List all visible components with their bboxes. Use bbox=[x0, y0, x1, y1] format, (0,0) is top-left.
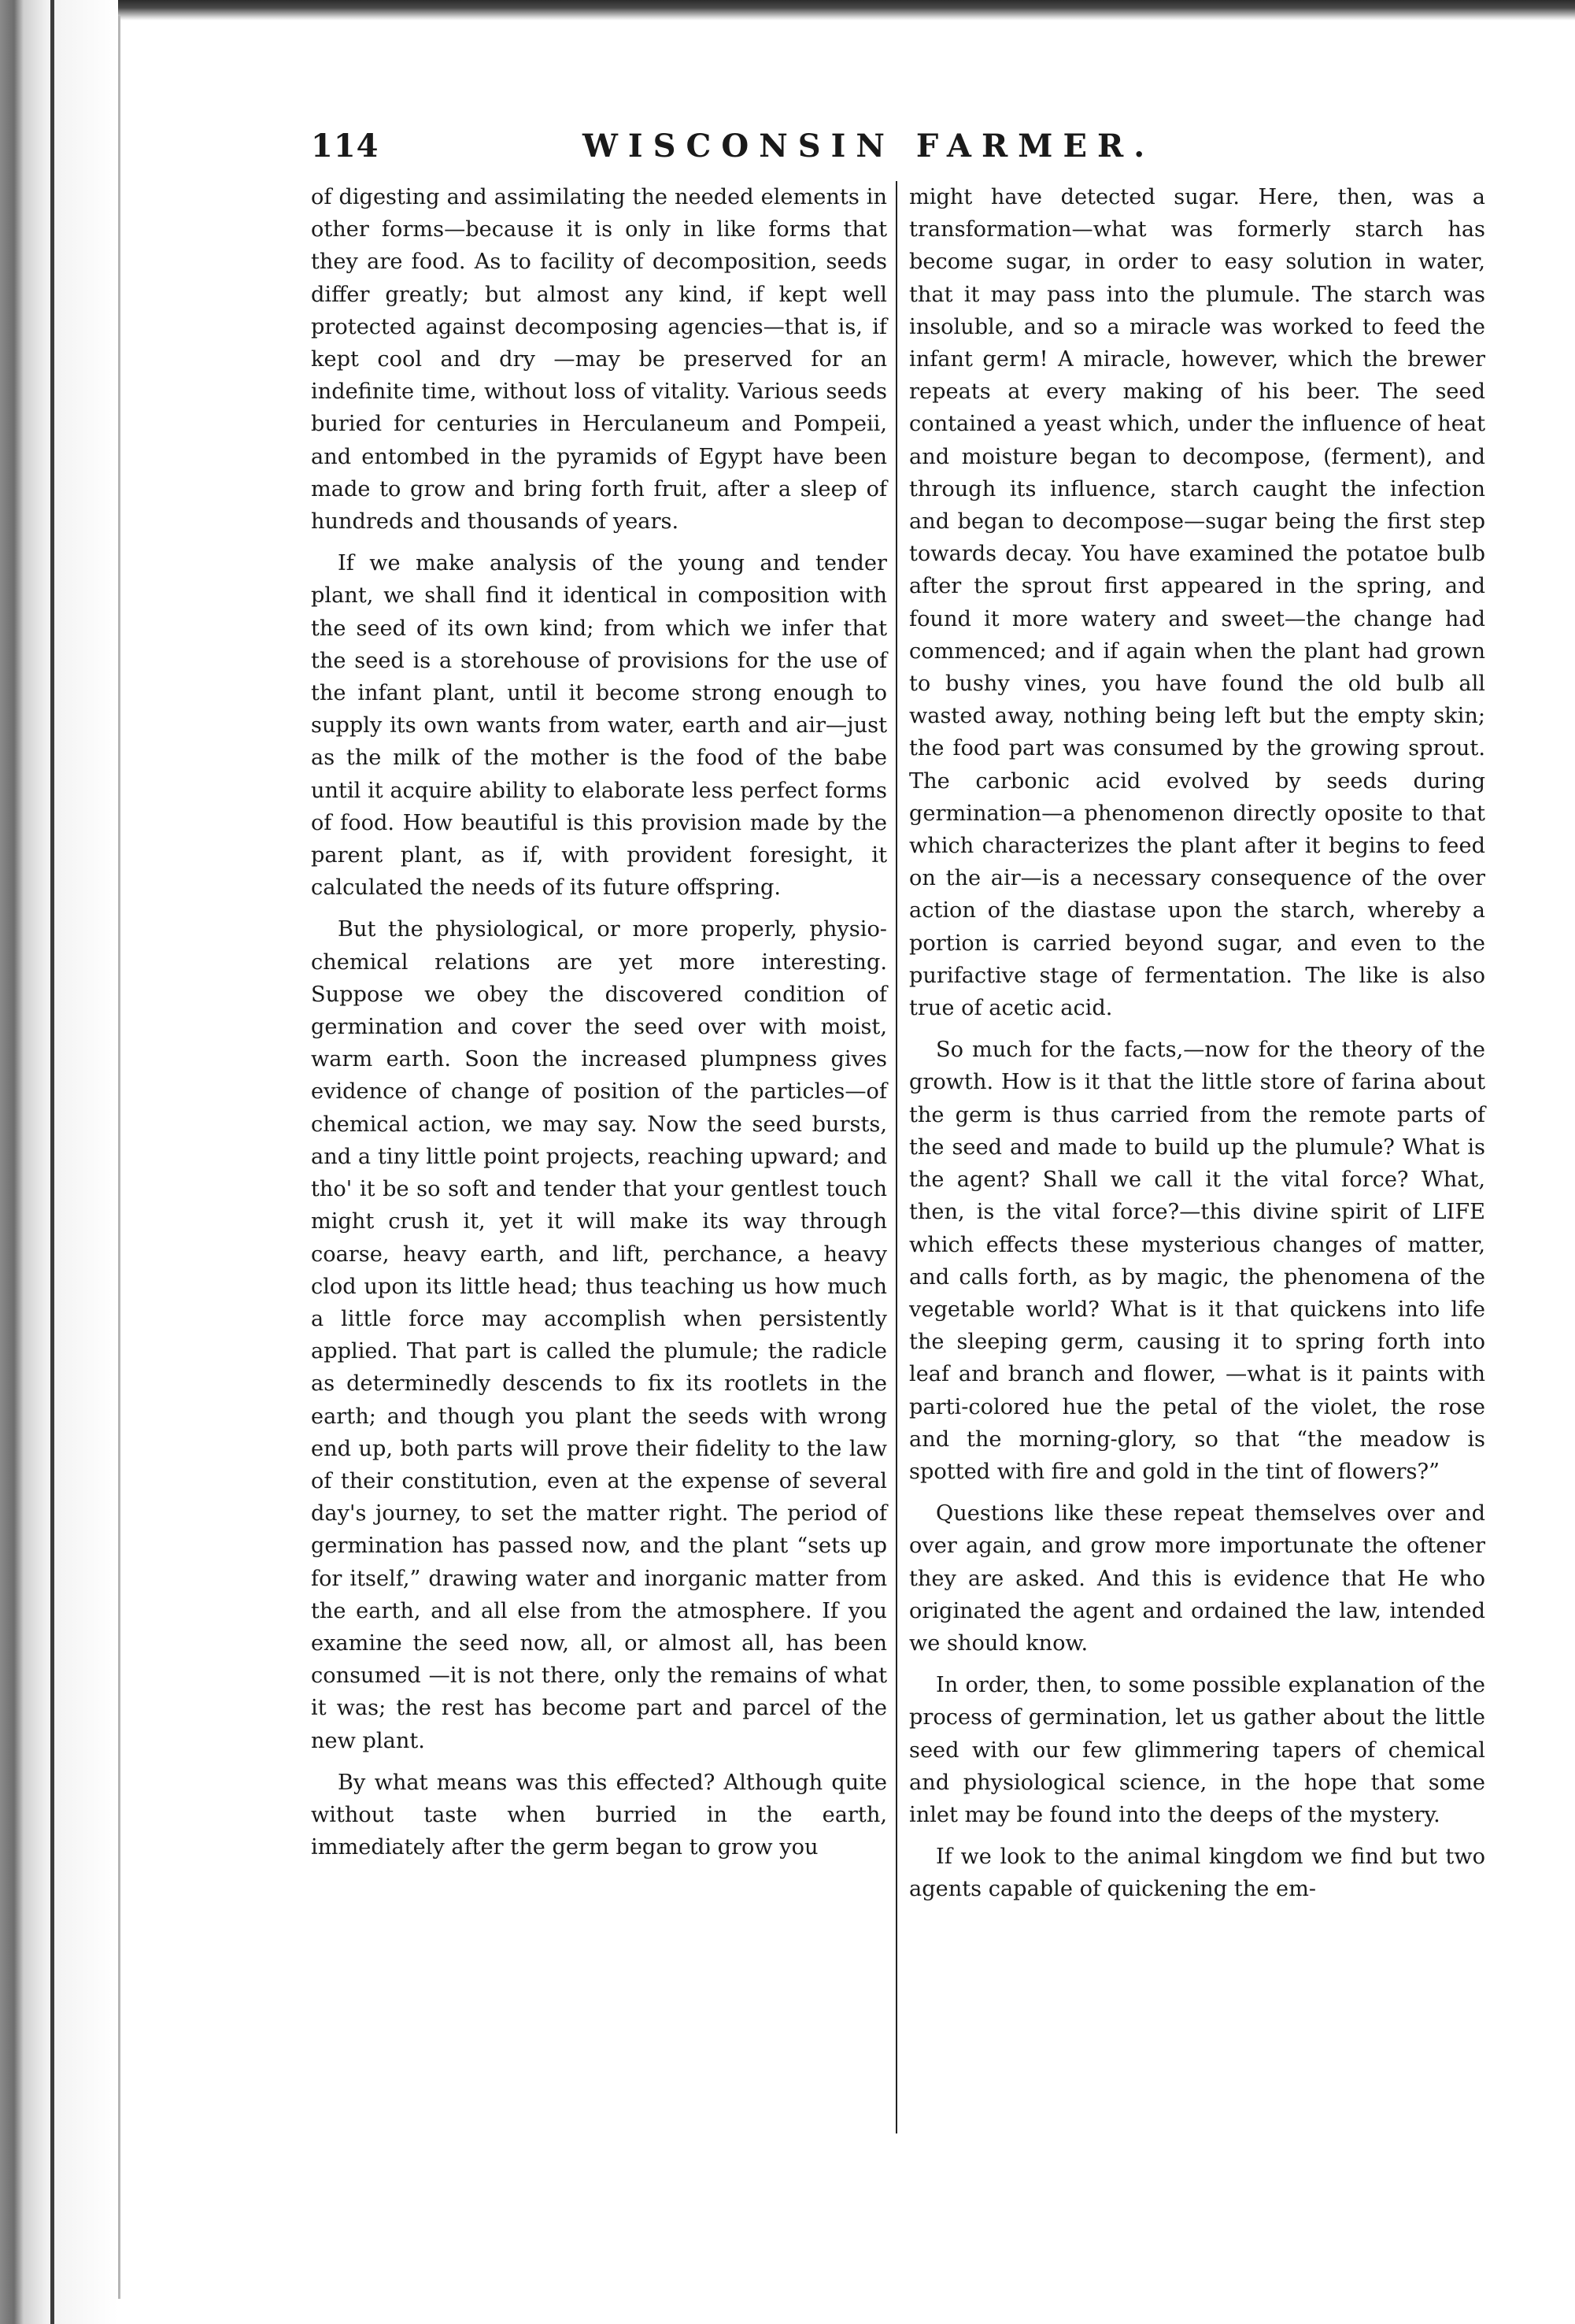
scan-top-edge bbox=[0, 0, 1575, 20]
page bbox=[311, 118, 1485, 1902]
paragraph: of digesting and assimilating the needed elements in other forms—because it is only in like forms that they are food. As to facility of decomposition, seeds differ greatly; but almost any kind, if kept well protected against decomposing agencies—that is, if kept cool and dry —may be preserved for an indefinite time, without loss of vitality. Various seeds buried for centuries in Herculaneum and Pompeii, and entombed in the pyramids of Egypt have been made to grow and bring forth fruit, after a sleep of hundreds and thousands of years. bbox=[311, 185, 887, 535]
page-number: 114 bbox=[311, 128, 379, 165]
page-header bbox=[311, 118, 1480, 173]
paragraph: If we make analysis of the young and tender plant, we shall find it identical in composition with the seed of its own kind; from which we infer that the seed is a storehouse of provisions for the use of the infant plant, until it become strong enough to supply its own wants from water, earth and air—just as the milk of the mother is the food of the babe until it acquire ability to elaborate less perfect forms of food. How beautiful is this provision made by the parent plant, as if, with provident foresight, it calculated the needs of its future offspring. bbox=[311, 551, 887, 901]
paragraph: Questions like these repeat themselves over and over again, and grow more importunate the oftener they are asked. And this is evidence that He who originated the agent and ordained the law, intended we should know. bbox=[909, 1501, 1485, 1656]
paragraph: But the physiological, or more properly, physio-chemical relations are yet more interesting. Suppose we obey the discovered condition of germination and cover the seed over with moist, warm earth. Soon the increased plumpness gives evidence of change of position of the particles—of chemical action, we may say. Now the seed bursts, and a tiny little point projects, reaching upward; and tho' it be so soft and tender that your gentlest touch might crush it, yet it will make its way through coarse, heavy earth, and lift, perchance, a heavy clod upon its little head; thus teaching us how much a little force may accomplish when persistently applied. That part is called the plumule; the radicle as determinedly descends to fix its rootlets in the earth; and though you plant the seeds with wrong end up, both parts will prove their fidelity to the law of their constitution, even at the expense of several day's journey, to set the matter right. The period of germination has passed now, and the plant “sets up for itself,” drawing water and inorganic matter from the earth, and all else from the atmosphere. If you examine the seed now, all, or almost all, has been consumed —it is not there, only the remains of what it was; the rest has become part and parcel of the new plant. bbox=[311, 917, 887, 1753]
column-divider bbox=[896, 181, 897, 2133]
paragraph: So much for the facts,—now for the theory of the growth. How is it that the little store of farina about the germ is thus carried from the remote parts of the seed and made to build up the plumule? What is the agent? Shall we call it the vital force? What, then, is the vital force?—this divine spirit of LIFE which effects these mysterious changes of matter, and calls forth, as by magic, the phenomena of the vegetable world? What is it that quickens into life the sleeping germ, causing it to spring forth into leaf and branch and flower, —what is it paints with parti-colored hue the petal of the violet, the rose and the morning-glory, so that “the meadow is spotted with fire and gold in the tint of flowers?” bbox=[909, 1038, 1485, 1484]
running-head: WISCONSIN FARMER. bbox=[582, 128, 1155, 165]
scan-margin-line bbox=[118, 16, 120, 2299]
text-columns bbox=[311, 181, 1485, 2141]
paragraph: In order, then, to some possible explanation of the process of germination, let us gather about the little seed with our few glimmering tapers of chemical and physiological science, in the hope that some inlet may be found into the deeps of the mystery. bbox=[909, 1673, 1485, 1827]
left-column bbox=[311, 181, 887, 1863]
paragraph: By what means was this effected? Although quite without taste when burried in the earth, immediately after the germ began to grow you bbox=[311, 1770, 887, 1860]
right-column bbox=[909, 181, 1485, 1906]
scan-binding-line bbox=[50, 0, 54, 2324]
scan-binding-shadow bbox=[0, 0, 118, 2324]
paragraph: If we look to the animal kingdom we find but two agents capable of quickening the em- bbox=[909, 1845, 1485, 1902]
paragraph: might have detected sugar. Here, then, was a transformation—what was formerly starch has become sugar, in order to easy solution in water, that it may pass into the plumule. The starch was insoluble, and so a miracle was worked to feed the infant germ! A miracle, however, which the brewer repeats at every making of his beer. The seed contained a yeast which, under the influence of heat and moisture began to decompose, (ferment), and through its influence, starch caught the infection and began to decompose—sugar being the first step towards decay. You have examined the potatoe bulb after the sprout first appeared in the spring, and found it more watery and sweet—the change had commenced; and if again when the plant had grown to bushy vines, you have found the old bulb all wasted away, nothing being left but the empty skin; the food part was consumed by the growing sprout. The carbonic acid evolved by seeds during germination—a phenomenon directly oposite to that which characterizes the plant after it begins to feed on the air—is a necessary consequence of the over action of the diastase upon the starch, whereby a portion is carried beyond sugar, and even to the purifactive stage of fermentation. The like is also true of acetic acid. bbox=[909, 185, 1485, 1021]
